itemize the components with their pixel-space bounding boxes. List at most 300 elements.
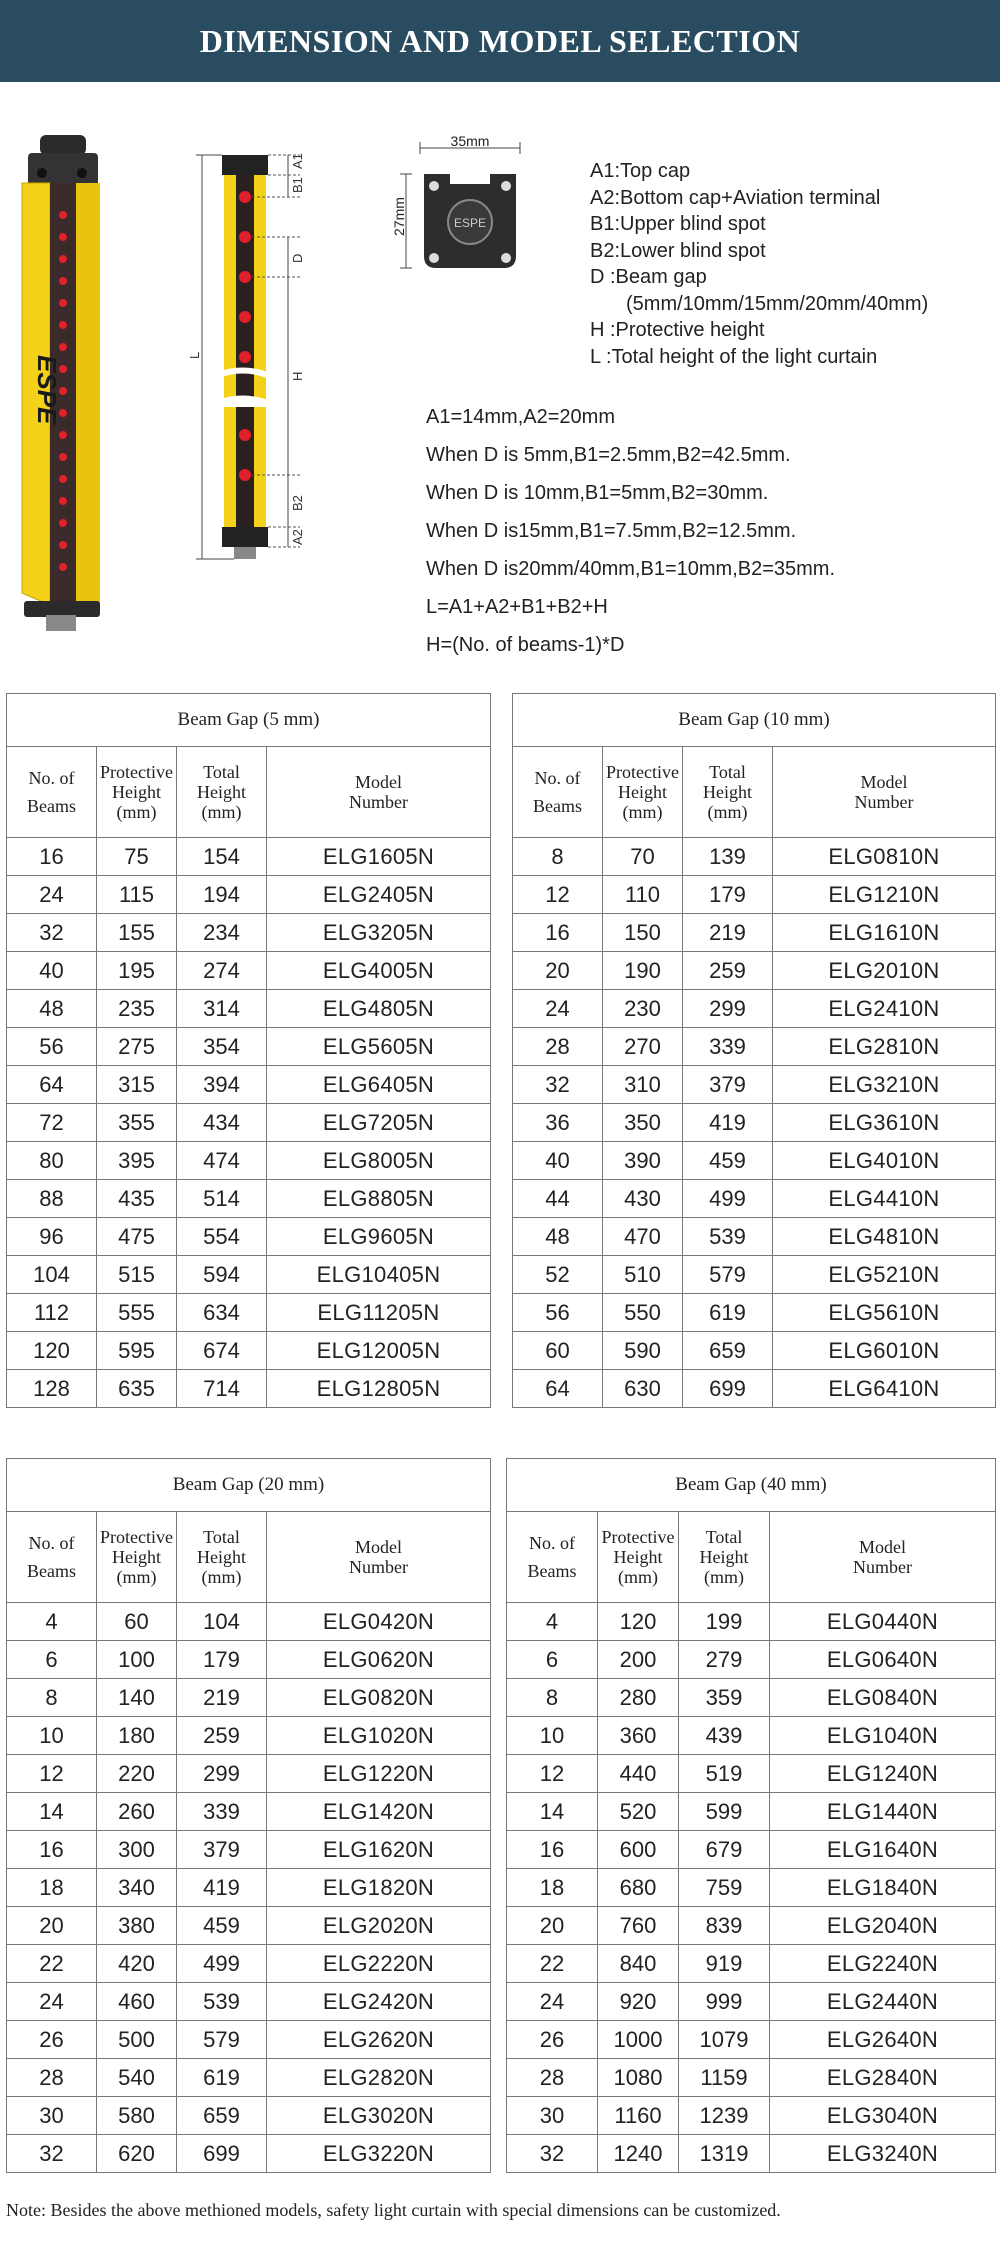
legend-item: A2:Bottom cap+Aviation terminal: [590, 186, 881, 209]
page-title: DIMENSION AND MODEL SELECTION: [199, 22, 801, 59]
cell-protective-height: 180: [97, 1717, 177, 1755]
cell-model-number: ELG0840N: [770, 1679, 996, 1717]
beam-gap-table: [512, 693, 996, 1408]
table-row: [7, 1294, 491, 1332]
cell-model-number: ELG1440N: [770, 1793, 996, 1831]
table-row: [7, 1793, 491, 1831]
cell-protective-height: 120: [598, 1603, 679, 1641]
cell-beams: 24: [513, 990, 603, 1028]
table-title: Beam Gap (10 mm): [513, 694, 996, 747]
column-header-line: Protective: [100, 762, 173, 782]
column-header-model-number: [773, 747, 996, 838]
cell-beams: 20: [507, 1907, 598, 1945]
cell-protective-height: 110: [603, 876, 683, 914]
cell-beams: 30: [7, 2097, 97, 2135]
cell-protective-height: 355: [97, 1104, 177, 1142]
cell-model-number: ELG6010N: [773, 1332, 996, 1370]
table-header-row: [7, 1512, 491, 1603]
cell-protective-height: 680: [598, 1869, 679, 1907]
table-row: [7, 1066, 491, 1104]
cell-protective-height: 60: [97, 1603, 177, 1641]
table-title: Beam Gap (40 mm): [507, 1459, 996, 1512]
column-header-line: No. of: [529, 1533, 575, 1553]
cell-protective-height: 555: [97, 1294, 177, 1332]
cell-total-height: 714: [177, 1370, 267, 1408]
cell-model-number: ELG2840N: [770, 2059, 996, 2097]
table-row: [513, 1142, 996, 1180]
cell-model-number: ELG0820N: [267, 1679, 491, 1717]
cell-protective-height: 1080: [598, 2059, 679, 2097]
cell-protective-height: 155: [97, 914, 177, 952]
cell-model-number: ELG3040N: [770, 2097, 996, 2135]
table-header-row: [507, 1512, 996, 1603]
cell-model-number: ELG0440N: [770, 1603, 996, 1641]
cell-total-height: 314: [177, 990, 267, 1028]
cell-model-number: ELG2240N: [770, 1945, 996, 1983]
column-header-line: Height: [112, 782, 161, 802]
column-header-line: Height: [197, 1547, 246, 1567]
cell-protective-height: 150: [603, 914, 683, 952]
cell-protective-height: 1160: [598, 2097, 679, 2135]
cell-total-height: 419: [177, 1869, 267, 1907]
column-header-beams: [7, 747, 97, 838]
column-header-line: No. of: [28, 1533, 75, 1553]
cell-model-number: ELG7205N: [267, 1104, 491, 1142]
cell-total-height: 514: [177, 1180, 267, 1218]
legend: [590, 158, 928, 370]
cell-model-number: ELG2820N: [267, 2059, 491, 2097]
table-row: [7, 1256, 491, 1294]
table-row: [7, 1028, 491, 1066]
table-row: [7, 1603, 491, 1641]
column-header-line: Number: [854, 792, 914, 812]
cell-model-number: ELG2640N: [770, 2021, 996, 2059]
cell-model-number: ELG1640N: [770, 1831, 996, 1869]
cell-protective-height: 550: [603, 1294, 683, 1332]
cell-beams: 88: [7, 1180, 97, 1218]
cell-total-height: 434: [177, 1104, 267, 1142]
column-header-line: (mm): [116, 1567, 157, 1587]
table-row: [507, 1641, 996, 1679]
cell-model-number: ELG3020N: [267, 2097, 491, 2135]
cell-total-height: 634: [177, 1294, 267, 1332]
legend-item: (5mm/10mm/15mm/20mm/40mm): [626, 292, 929, 315]
formula-line: When D is20mm/40mm,B1=10mm,B2=35mm.: [426, 558, 836, 580]
cell-protective-height: 635: [97, 1370, 177, 1408]
column-header-line: Beams: [27, 1561, 76, 1581]
cell-beams: 40: [7, 952, 97, 990]
cell-protective-height: 260: [97, 1793, 177, 1831]
cell-beams: 52: [513, 1256, 603, 1294]
cell-protective-height: 350: [603, 1104, 683, 1142]
column-header-line: No. of: [534, 768, 581, 788]
cell-model-number: ELG10405N: [267, 1256, 491, 1294]
legend-item: A1:Top cap: [590, 160, 691, 182]
cell-total-height: 679: [679, 1831, 770, 1869]
formula-line: When D is15mm,B1=7.5mm,B2=12.5mm.: [426, 520, 797, 542]
cell-model-number: ELG6405N: [267, 1066, 491, 1104]
column-header-line: Model: [355, 1537, 402, 1557]
cell-beams: 32: [513, 1066, 603, 1104]
cell-total-height: 259: [177, 1717, 267, 1755]
table-row: [513, 1332, 996, 1370]
cell-protective-height: 315: [97, 1066, 177, 1104]
cell-model-number: ELG4005N: [267, 952, 491, 990]
cell-protective-height: 100: [97, 1641, 177, 1679]
column-header-line: Height: [699, 1547, 749, 1567]
cell-total-height: 379: [177, 1831, 267, 1869]
cell-model-number: ELG2420N: [267, 1983, 491, 2021]
cell-model-number: ELG2020N: [267, 1907, 491, 1945]
label-l: L: [187, 351, 202, 359]
column-header-line: Height: [613, 1547, 663, 1567]
cell-protective-height: 510: [603, 1256, 683, 1294]
column-header-line: Beams: [527, 1561, 577, 1581]
cell-model-number: ELG1420N: [267, 1793, 491, 1831]
cell-total-height: 299: [683, 990, 773, 1028]
cell-beams: 22: [507, 1945, 598, 1983]
column-header-line: Protective: [606, 762, 679, 782]
section-height-label: 27mm: [391, 197, 407, 236]
cell-beams: 16: [7, 1831, 97, 1869]
column-header-model-number: [267, 1512, 491, 1603]
table-row: [507, 2021, 996, 2059]
cell-total-height: 674: [177, 1332, 267, 1370]
cell-model-number: ELG3610N: [773, 1104, 996, 1142]
cell-total-height: 274: [177, 952, 267, 990]
cell-total-height: 394: [177, 1066, 267, 1104]
column-header-total-height: [683, 747, 773, 838]
cell-beams: 4: [7, 1603, 97, 1641]
cell-beams: 104: [7, 1256, 97, 1294]
table-row: [507, 1717, 996, 1755]
cell-total-height: 594: [177, 1256, 267, 1294]
cell-total-height: 519: [679, 1755, 770, 1793]
cell-model-number: ELG2410N: [773, 990, 996, 1028]
cell-protective-height: 600: [598, 1831, 679, 1869]
beam-gap-table: [6, 1458, 491, 2173]
table-row: [507, 1907, 996, 1945]
cell-beams: 120: [7, 1332, 97, 1370]
column-header-beams: [507, 1512, 598, 1603]
cell-protective-height: 440: [598, 1755, 679, 1793]
cell-protective-height: 70: [603, 838, 683, 876]
cell-model-number: ELG5210N: [773, 1256, 996, 1294]
cell-model-number: ELG1620N: [267, 1831, 491, 1869]
cell-beams: 16: [507, 1831, 598, 1869]
cell-beams: 48: [513, 1218, 603, 1256]
cell-model-number: ELG4805N: [267, 990, 491, 1028]
cell-beams: 56: [513, 1294, 603, 1332]
cell-model-number: ELG5610N: [773, 1294, 996, 1332]
column-header-total-height: [679, 1512, 770, 1603]
cell-total-height: 699: [683, 1370, 773, 1408]
cell-beams: 44: [513, 1180, 603, 1218]
table-row: [7, 876, 491, 914]
footnote: Note: Besides the above methioned models, safety light curtain with special dimensions can be customized.: [6, 2200, 781, 2220]
cell-model-number: ELG9605N: [267, 1218, 491, 1256]
table-row: [7, 952, 491, 990]
label-d: D: [290, 253, 305, 263]
cell-protective-height: 520: [598, 1793, 679, 1831]
cell-beams: 20: [513, 952, 603, 990]
table-row: [7, 1717, 491, 1755]
column-header-protective-height: [598, 1512, 679, 1603]
cell-beams: 112: [7, 1294, 97, 1332]
formula-line: A1=14mm,A2=20mm: [426, 406, 615, 428]
column-header-line: Number: [853, 1557, 912, 1577]
cell-total-height: 599: [679, 1793, 770, 1831]
table-row: [7, 1104, 491, 1142]
cell-total-height: 439: [679, 1717, 770, 1755]
column-header-line: Protective: [100, 1527, 173, 1547]
cell-protective-height: 360: [598, 1717, 679, 1755]
formula-list: [426, 398, 835, 664]
label-h: H: [290, 371, 305, 381]
column-header-line: Total: [203, 762, 240, 782]
formula-line: L=A1+A2+B1+B2+H: [426, 596, 608, 618]
section-brand-text: ESPE: [453, 216, 487, 230]
table-row: [7, 1907, 491, 1945]
cell-beams: 64: [513, 1370, 603, 1408]
table-row: [507, 1603, 996, 1641]
table-row: [7, 1218, 491, 1256]
cell-beams: 30: [507, 2097, 598, 2135]
cell-total-height: 579: [683, 1256, 773, 1294]
cell-protective-height: 270: [603, 1028, 683, 1066]
cell-model-number: ELG8005N: [267, 1142, 491, 1180]
column-header-line: No. of: [28, 768, 75, 788]
table-row: [7, 914, 491, 952]
column-header-line: Model: [859, 1537, 906, 1557]
table-row: [513, 1028, 996, 1066]
cell-model-number: ELG2220N: [267, 1945, 491, 1983]
table-row: [507, 1831, 996, 1869]
cell-total-height: 354: [177, 1028, 267, 1066]
cell-model-number: ELG1020N: [267, 1717, 491, 1755]
cell-protective-height: 630: [603, 1370, 683, 1408]
cell-total-height: 199: [679, 1603, 770, 1641]
column-header-line: Number: [349, 1557, 408, 1577]
cell-total-height: 194: [177, 876, 267, 914]
table-row: [7, 2135, 491, 2173]
table-row: [507, 1983, 996, 2021]
cell-total-height: 699: [177, 2135, 267, 2173]
cell-beams: 128: [7, 1370, 97, 1408]
cell-beams: 24: [7, 876, 97, 914]
table-row: [7, 1755, 491, 1793]
column-header-line: Total: [709, 762, 746, 782]
table-title: Beam Gap (20 mm): [7, 1459, 491, 1512]
cell-protective-height: 515: [97, 1256, 177, 1294]
cell-total-height: 459: [177, 1907, 267, 1945]
cell-model-number: ELG1220N: [267, 1755, 491, 1793]
cell-beams: 28: [507, 2059, 598, 2097]
legend-item: D :Beam gap: [590, 266, 707, 288]
table-row: [7, 1332, 491, 1370]
cell-protective-height: 840: [598, 1945, 679, 1983]
dimension-diagram: [187, 145, 340, 595]
cell-beams: 32: [7, 914, 97, 952]
cell-model-number: ELG2620N: [267, 2021, 491, 2059]
table-row: [507, 1793, 996, 1831]
cell-total-height: 179: [683, 876, 773, 914]
table-row: [7, 1641, 491, 1679]
table-row: [7, 2097, 491, 2135]
cell-beams: 6: [7, 1641, 97, 1679]
cell-total-height: 139: [683, 838, 773, 876]
cell-beams: 24: [7, 1983, 97, 2021]
table-row: [507, 2135, 996, 2173]
table-row: [507, 1869, 996, 1907]
label-a2: A2: [290, 529, 305, 545]
cell-model-number: ELG2810N: [773, 1028, 996, 1066]
legend-item: B2:Lower blind spot: [590, 239, 766, 262]
table-row: [7, 1831, 491, 1869]
column-header-line: Total: [705, 1527, 743, 1547]
cell-protective-height: 235: [97, 990, 177, 1028]
table-row: [513, 876, 996, 914]
cell-protective-height: 280: [598, 1679, 679, 1717]
cell-model-number: ELG0810N: [773, 838, 996, 876]
column-header-line: (mm): [201, 1567, 242, 1587]
cell-beams: 48: [7, 990, 97, 1028]
cell-total-height: 459: [683, 1142, 773, 1180]
cell-total-height: 339: [177, 1793, 267, 1831]
column-header-protective-height: [97, 1512, 177, 1603]
cell-protective-height: 435: [97, 1180, 177, 1218]
cell-model-number: ELG3220N: [267, 2135, 491, 2173]
cell-model-number: ELG4410N: [773, 1180, 996, 1218]
cell-protective-height: 190: [603, 952, 683, 990]
cell-beams: 26: [7, 2021, 97, 2059]
table-row: [513, 914, 996, 952]
column-header-line: Beams: [533, 796, 582, 816]
table-row: [7, 1869, 491, 1907]
cell-beams: 20: [7, 1907, 97, 1945]
cell-beams: 60: [513, 1332, 603, 1370]
cell-beams: 26: [507, 2021, 598, 2059]
column-header-line: (mm): [618, 1567, 658, 1587]
light-curtain-product-image: [20, 125, 120, 635]
column-header-line: Number: [349, 792, 408, 812]
cell-model-number: ELG0620N: [267, 1641, 491, 1679]
table-row: [7, 990, 491, 1028]
cell-protective-height: 1240: [598, 2135, 679, 2173]
page-header: [0, 0, 1000, 82]
table-row: [507, 1679, 996, 1717]
cell-total-height: 759: [679, 1869, 770, 1907]
cell-total-height: 1159: [679, 2059, 770, 2097]
cell-protective-height: 230: [603, 990, 683, 1028]
cell-total-height: 619: [683, 1294, 773, 1332]
cell-protective-height: 300: [97, 1831, 177, 1869]
column-header-line: Protective: [601, 1527, 675, 1547]
cell-beams: 32: [7, 2135, 97, 2173]
cell-model-number: ELG4810N: [773, 1218, 996, 1256]
table-row: [7, 1983, 491, 2021]
column-header-line: Model: [355, 772, 402, 792]
column-header-line: Total: [203, 1527, 240, 1547]
cross-section-diagram: [391, 133, 548, 288]
column-header-line: (mm): [704, 1567, 744, 1587]
cell-total-height: 219: [683, 914, 773, 952]
table-row: [507, 2059, 996, 2097]
cell-protective-height: 1000: [598, 2021, 679, 2059]
cell-total-height: 474: [177, 1142, 267, 1180]
cell-beams: 14: [507, 1793, 598, 1831]
cell-protective-height: 590: [603, 1332, 683, 1370]
cell-model-number: ELG1210N: [773, 876, 996, 914]
table-header-row: [7, 747, 491, 838]
cell-beams: 24: [507, 1983, 598, 2021]
table-row: [513, 1104, 996, 1142]
cell-protective-height: 390: [603, 1142, 683, 1180]
cell-total-height: 999: [679, 1983, 770, 2021]
column-header-line: Model: [860, 772, 908, 792]
cell-total-height: 619: [177, 2059, 267, 2097]
cell-total-height: 234: [177, 914, 267, 952]
cell-protective-height: 420: [97, 1945, 177, 1983]
cell-protective-height: 200: [598, 1641, 679, 1679]
cell-total-height: 539: [177, 1983, 267, 2021]
cell-beams: 12: [507, 1755, 598, 1793]
cell-total-height: 299: [177, 1755, 267, 1793]
cell-beams: 36: [513, 1104, 603, 1142]
table-row: [513, 1180, 996, 1218]
column-header-line: (mm): [707, 802, 748, 822]
cell-total-height: 259: [683, 952, 773, 990]
cell-model-number: ELG1040N: [770, 1717, 996, 1755]
cell-protective-height: 395: [97, 1142, 177, 1180]
beam-gap-table: [506, 1458, 996, 2173]
cell-model-number: ELG1840N: [770, 1869, 996, 1907]
legend-item: L :Total height of the light curtain: [590, 345, 878, 368]
cell-protective-height: 595: [97, 1332, 177, 1370]
column-header-line: (mm): [116, 802, 157, 822]
formula-line: When D is 10mm,B1=5mm,B2=30mm.: [426, 482, 769, 504]
cell-model-number: ELG3240N: [770, 2135, 996, 2173]
column-header-line: Height: [112, 1547, 161, 1567]
table-row: [507, 2097, 996, 2135]
cell-total-height: 179: [177, 1641, 267, 1679]
cell-beams: 32: [507, 2135, 598, 2173]
cell-protective-height: 620: [97, 2135, 177, 2173]
table-row: [7, 838, 491, 876]
table-row: [7, 1180, 491, 1218]
table-row: [513, 1218, 996, 1256]
section-width-label: 35mm: [450, 133, 490, 149]
legend-item: H :Protective height: [590, 319, 765, 341]
cell-beams: 14: [7, 1793, 97, 1831]
cell-beams: 96: [7, 1218, 97, 1256]
cell-beams: 18: [7, 1869, 97, 1907]
cell-beams: 28: [7, 2059, 97, 2097]
formula-line: When D is 5mm,B1=2.5mm,B2=42.5mm.: [426, 444, 791, 466]
cell-protective-height: 140: [97, 1679, 177, 1717]
column-header-line: (mm): [201, 802, 242, 822]
column-header-beams: [513, 747, 603, 838]
cell-beams: 64: [7, 1066, 97, 1104]
column-header-line: Beams: [27, 796, 76, 816]
cell-protective-height: 115: [97, 876, 177, 914]
cell-total-height: 279: [679, 1641, 770, 1679]
column-header-protective-height: [603, 747, 683, 838]
beam-gap-table: [6, 693, 491, 1408]
cell-model-number: ELG12805N: [267, 1370, 491, 1408]
cell-protective-height: 275: [97, 1028, 177, 1066]
table-row: [513, 1370, 996, 1408]
